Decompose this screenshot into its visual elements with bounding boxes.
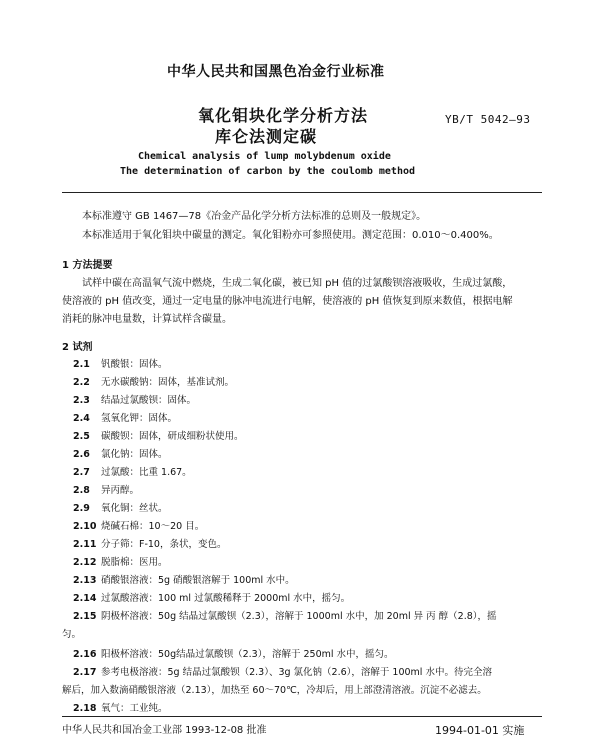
reagent-number: 2.18 bbox=[73, 703, 97, 714]
issuer-header: 中华人民共和国黑色冶金行业标准 bbox=[167, 64, 385, 80]
section-1-line-3: 消耗的脉冲电量数，计算试样含碳量。 bbox=[62, 314, 232, 325]
reagent-text: 过氯酸溶液：100 ml 过氯酸稀释于 2000ml 水中，摇匀。 bbox=[101, 593, 351, 604]
title-chinese-line2: 库仑法测定碳 bbox=[215, 127, 318, 146]
footer-divider bbox=[62, 716, 542, 717]
reagent-number: 2.12 bbox=[73, 557, 97, 568]
intro-line-2: 本标准适用于氧化钼块中碳量的测定。氧化钼粉亦可参照使用。测定范围：0.010～0.400%。 bbox=[82, 230, 499, 241]
reagent-item bbox=[73, 572, 295, 586]
reagent-number: 2.1 bbox=[73, 359, 90, 370]
reagent-item bbox=[73, 536, 226, 550]
reagent-text: 脱脂棉：医用。 bbox=[101, 557, 168, 568]
reagent-number: 2.3 bbox=[73, 395, 90, 406]
reagent-number: 2.6 bbox=[73, 449, 90, 460]
reagent-item bbox=[73, 554, 168, 568]
reagent-item bbox=[73, 700, 168, 714]
title-english-line1: Chemical analysis of lump molybdenum oxide bbox=[138, 151, 391, 162]
reagent-text: 氢氧化钾：固体。 bbox=[101, 413, 178, 424]
effective-date: 1994-01-01 实施 bbox=[435, 724, 525, 737]
reagent-number: 2.14 bbox=[73, 593, 97, 604]
reagent-text: 硝酸银溶液：5g 硝酸银溶解于 100ml 水中。 bbox=[101, 575, 295, 586]
reagent-number: 2.15 bbox=[73, 611, 97, 622]
reagent-number: 2.16 bbox=[73, 649, 97, 660]
reagent-text: 氯化钠：固体。 bbox=[101, 449, 168, 460]
reagent-item bbox=[73, 646, 394, 660]
reagent-item bbox=[73, 664, 492, 678]
reagent-number: 2.17 bbox=[73, 667, 97, 678]
reagent-number: 2.7 bbox=[73, 467, 90, 478]
reagent-item-continuation: 匀。 bbox=[62, 629, 82, 640]
reagent-item bbox=[73, 356, 168, 370]
reagent-number: 2.10 bbox=[73, 521, 97, 532]
reagent-item bbox=[73, 608, 497, 622]
reagent-item bbox=[73, 518, 204, 532]
section-1-heading: 1 方法提要 bbox=[62, 260, 113, 271]
reagent-text: 分子筛：F-10，条状，变色。 bbox=[101, 539, 227, 550]
reagent-item bbox=[73, 446, 168, 460]
reagent-text: 过氯酸：比重 1.67。 bbox=[101, 467, 192, 478]
title-chinese-line1: 氧化钼块化学分析方法 bbox=[198, 106, 369, 125]
reagent-text: 烧碱石棉：10～20 目。 bbox=[101, 521, 205, 532]
reagent-text: 氧气：工业纯。 bbox=[101, 703, 168, 714]
reagent-item-continuation: 解后，加入数滴硝酸银溶液（2.13），加热至 60～70℃，冷却后，用上部澄清溶液。沉淀不必滤去。 bbox=[62, 685, 487, 696]
reagent-text: 阳极杯溶液：50g结晶过氯酸钡（2.3），溶解于 250ml 水中，摇匀。 bbox=[101, 649, 394, 660]
reagent-number: 2.11 bbox=[73, 539, 97, 550]
reagent-item bbox=[73, 392, 196, 406]
reagent-item bbox=[73, 464, 192, 478]
approval-note: 中华人民共和国冶金工业部 1993-12-08 批准 bbox=[62, 725, 267, 736]
reagent-text: 碳酸钡：固体，研成细粉状使用。 bbox=[101, 431, 244, 442]
reagent-number: 2.5 bbox=[73, 431, 90, 442]
reagent-number: 2.13 bbox=[73, 575, 97, 586]
reagent-text: 无水碳酸钠：固体，基准试剂。 bbox=[101, 377, 235, 388]
reagent-number: 2.9 bbox=[73, 503, 90, 514]
reagent-number: 2.8 bbox=[73, 485, 90, 496]
reagent-text: 钒酸银：固体。 bbox=[101, 359, 168, 370]
reagent-item bbox=[73, 482, 139, 496]
section-1-line-2: 使溶液的 pH 值改变，通过一定电量的脉冲电流进行电解，使溶液的 pH 值恢复到原来数值，根据电解 bbox=[62, 296, 513, 307]
reagent-text: 异丙醇。 bbox=[101, 485, 140, 496]
reagent-number: 2.4 bbox=[73, 413, 90, 424]
top-divider bbox=[62, 192, 542, 193]
reagent-item bbox=[73, 410, 177, 424]
title-english-line2: The determination of carbon by the coulomb method bbox=[120, 166, 416, 177]
intro-line-1: 本标准遵守 GB 1467—78《冶金产品化学分析方法标准的总则及一般规定》。 bbox=[82, 211, 427, 222]
reagent-text: 氧化铜：丝状。 bbox=[101, 503, 168, 514]
section-1-line-1: 试样中碳在高温氧气流中燃烧，生成二氧化碳，被已知 pH 值的过氯酸钡溶液吸收，生成过氯酸， bbox=[82, 278, 513, 289]
standard-number: YB/T 5042—93 bbox=[445, 113, 531, 126]
reagent-item bbox=[73, 500, 168, 514]
reagent-text: 参考电极溶液：5g 结晶过氯酸钡（2.3）、3g 氯化钠（2.6），溶解于 100ml 水中。待完全溶 bbox=[101, 667, 492, 678]
reagent-text: 阴极杯溶液：50g 结晶过氯酸钡（2.3），溶解于 1000ml 水中，加 20ml 异 丙 醇（2.8），摇 bbox=[101, 611, 497, 622]
reagent-item bbox=[73, 374, 234, 388]
reagent-text: 结晶过氯酸钡：固体。 bbox=[101, 395, 197, 406]
reagent-item bbox=[73, 590, 350, 604]
section-2-heading: 2 试剂 bbox=[62, 342, 93, 353]
reagent-item bbox=[73, 428, 244, 442]
reagent-number: 2.2 bbox=[73, 377, 90, 388]
